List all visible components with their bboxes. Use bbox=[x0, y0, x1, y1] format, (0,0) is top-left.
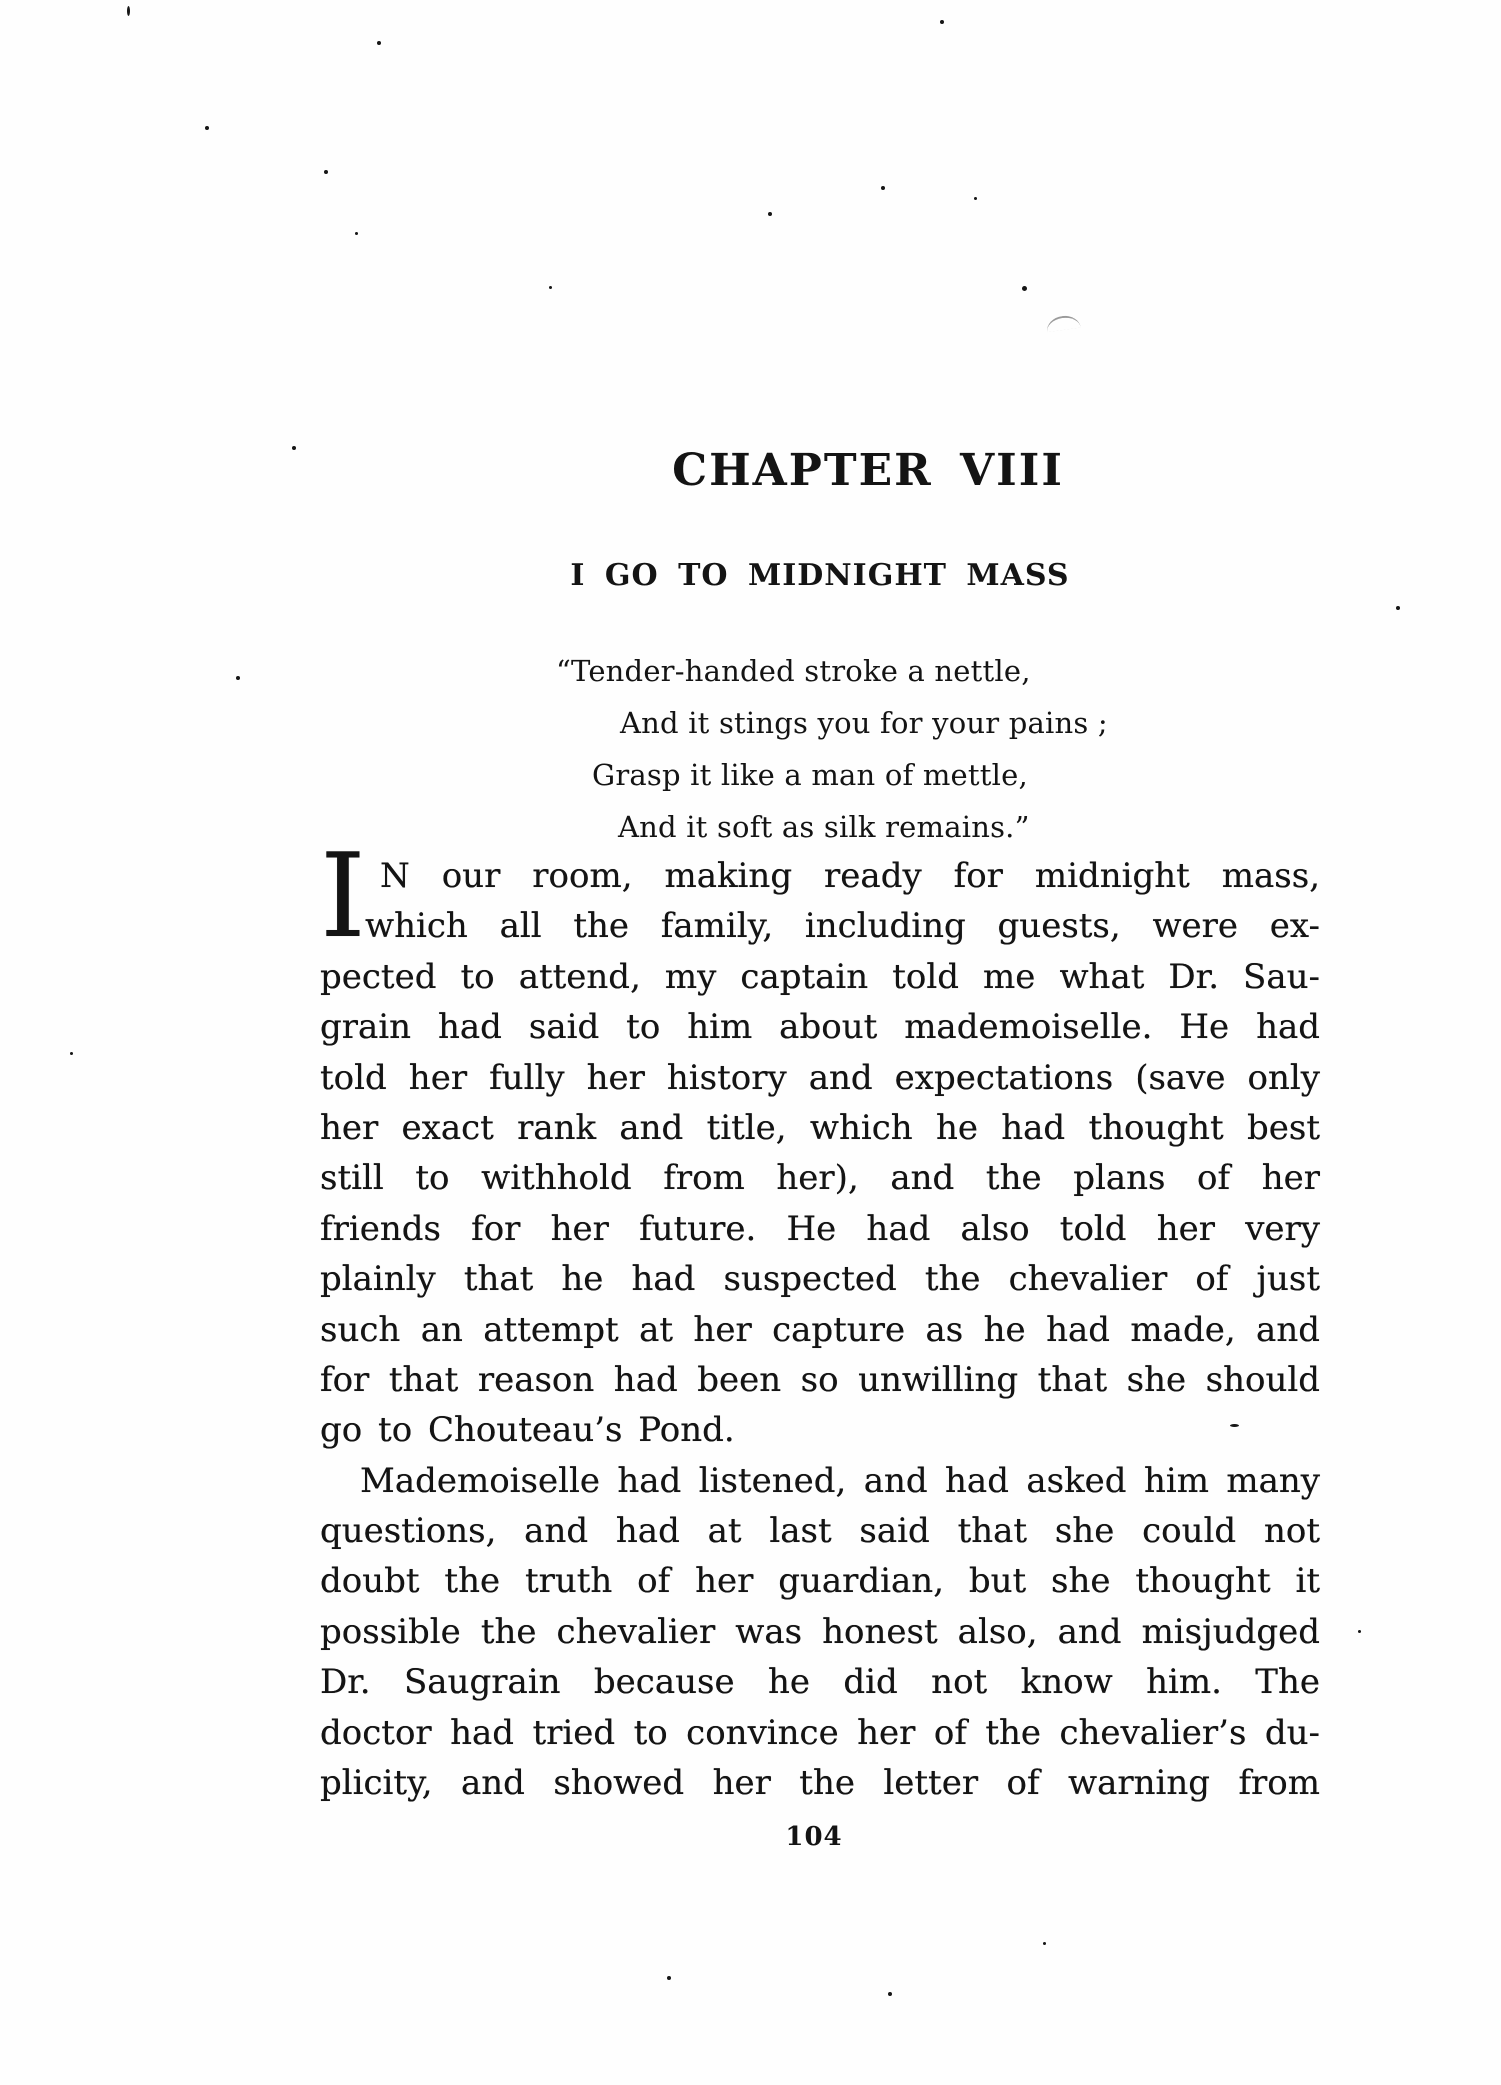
scan-speck bbox=[1230, 1424, 1239, 1427]
chapter-heading: CHAPTER VIII bbox=[672, 445, 1064, 496]
scan-speck bbox=[768, 212, 772, 216]
scan-speck bbox=[292, 446, 296, 450]
body-line: her exact rank and title, which he had thought best bbox=[320, 1107, 1320, 1148]
body-line: plainly that he had suspected the chevalier of just bbox=[320, 1259, 1320, 1300]
scan-speck bbox=[236, 676, 240, 680]
scan-speck bbox=[881, 186, 885, 190]
scan-speck bbox=[324, 170, 328, 174]
body-line: Dr. Saugrain because he did not know him. The bbox=[320, 1662, 1320, 1703]
body-line: which all the family, including guests, were ex- bbox=[365, 906, 1320, 947]
scan-speck bbox=[1396, 606, 1400, 610]
body-line: pected to attend, my captain told me what Dr. Sau- bbox=[320, 956, 1320, 997]
scan-speck bbox=[1022, 286, 1027, 291]
body-line: grain had said to him about mademoiselle. He had bbox=[320, 1007, 1320, 1048]
body-line: friends for her future. He had also told her very bbox=[320, 1208, 1320, 1249]
body-line: doubt the truth of her guardian, but she thought it bbox=[320, 1561, 1320, 1602]
scan-speck bbox=[888, 1992, 892, 1996]
scan-speck bbox=[127, 6, 130, 16]
scan-speck bbox=[974, 197, 977, 200]
scan-speck bbox=[1043, 1942, 1046, 1945]
body-line: for that reason had been so unwilling that she should bbox=[320, 1359, 1320, 1400]
body-line: such an attempt at her capture as he had made, and bbox=[320, 1309, 1320, 1350]
scan-speck bbox=[549, 286, 552, 289]
scan-speck bbox=[205, 126, 209, 130]
page-number: 104 bbox=[785, 1822, 843, 1852]
body-line: plicity, and showed her the letter of warning from bbox=[320, 1763, 1320, 1804]
body-line: told her fully her history and expectations (save only bbox=[320, 1057, 1320, 1098]
body-text bbox=[320, 829, 1320, 1808]
poem-line: And it soft as silk remains.” bbox=[618, 810, 1030, 844]
body-line: still to withhold from her), and the plans of her bbox=[320, 1158, 1320, 1199]
scan-squiggle-artifact bbox=[1045, 314, 1081, 333]
body-line: possible the chevalier was honest also, and misjudged bbox=[320, 1611, 1320, 1652]
drop-cap-initial: I bbox=[320, 829, 366, 964]
poem-line: “Tender-handed stroke a nettle, bbox=[556, 654, 1031, 688]
section-title: I GO TO MIDNIGHT MASS bbox=[570, 558, 1070, 593]
body-line: Mademoiselle had listened, and had asked him many bbox=[360, 1460, 1320, 1501]
scan-speck bbox=[667, 1976, 671, 1980]
body-line: doctor had tried to convince her of the chevalier’s du- bbox=[320, 1712, 1320, 1753]
scan-speck bbox=[70, 1052, 73, 1055]
body-line: go to Chouteau’s Pond. bbox=[320, 1410, 735, 1451]
scan-speck bbox=[940, 20, 944, 24]
poem-line: Grasp it like a man of mettle, bbox=[592, 758, 1028, 792]
body-line: questions, and had at last said that she could not bbox=[320, 1511, 1320, 1552]
body-line: N our room, making ready for midnight mass, bbox=[380, 856, 1320, 896]
poem-line: And it stings you for your pains ; bbox=[620, 706, 1108, 740]
scan-speck bbox=[1358, 1630, 1361, 1633]
scan-speck bbox=[355, 232, 358, 235]
scan-speck bbox=[377, 41, 381, 45]
epigraph-poem bbox=[556, 645, 1108, 853]
